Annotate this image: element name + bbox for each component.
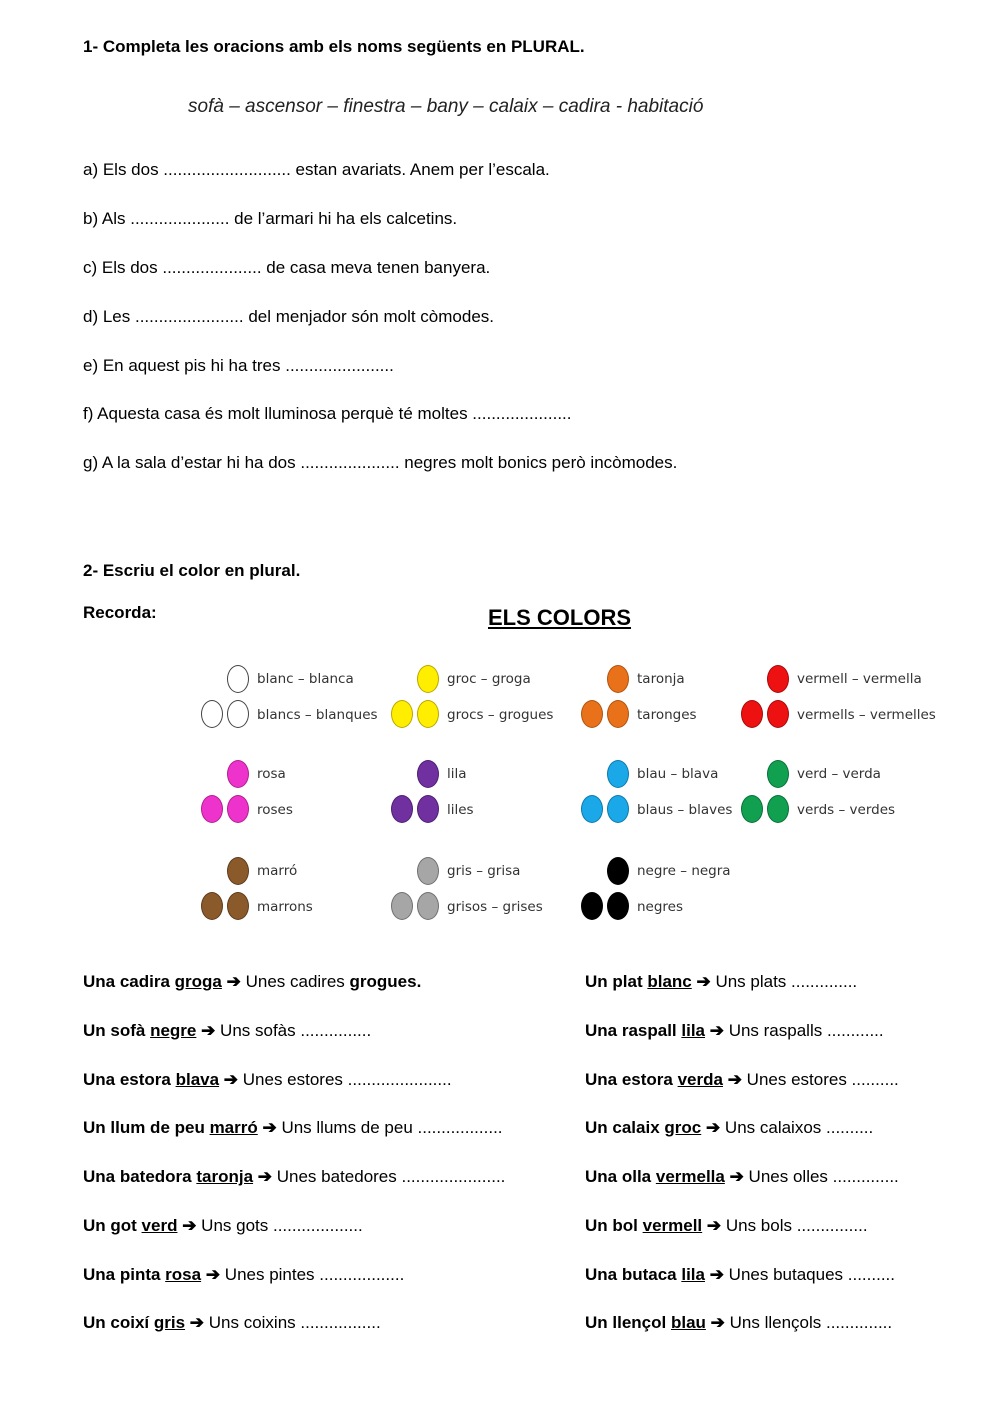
arrow-icon: ➔: [691, 972, 711, 991]
arrow-icon: ➔: [704, 1265, 724, 1284]
color-label-singular: verd – verda: [797, 766, 881, 782]
exercise-color: verda: [677, 1070, 723, 1089]
color-label-singular: blau – blava: [637, 766, 719, 782]
color-dot-plural-2: [417, 795, 439, 823]
color-dot-plural-1: [391, 795, 413, 823]
color-dot-single: [607, 857, 629, 885]
exercise-noun: Un bol: [585, 1216, 643, 1235]
exercise-noun: Una butaca: [585, 1265, 682, 1284]
legend-item-7: [575, 750, 755, 820]
exercise-left-2: [83, 1021, 371, 1041]
exercise-color: vermell: [642, 1216, 703, 1235]
color-dot-plural-2: [767, 795, 789, 823]
exercise-color: taronja: [196, 1167, 254, 1186]
color-dot-plural-1: [391, 892, 413, 920]
color-dot-plural-2: [607, 892, 629, 920]
exercise-plural: Unes butaques ..........: [723, 1265, 895, 1284]
color-dot-single: [417, 665, 439, 693]
color-dot-plural-2: [227, 795, 249, 823]
exercise-left-3: [83, 1070, 452, 1090]
exercise-noun: Un coixí: [83, 1313, 154, 1332]
exercise-color: lila: [681, 1021, 705, 1040]
exercise-noun: Una raspall: [585, 1021, 682, 1040]
arrow-icon: ➔: [701, 1118, 721, 1137]
arrow-icon: ➔: [221, 972, 241, 991]
color-dot-plural-1: [391, 700, 413, 728]
exercise-color: rosa: [165, 1265, 202, 1284]
color-label-plural: roses: [257, 802, 293, 818]
color-dot-plural-2: [767, 700, 789, 728]
legend-item-2: [385, 655, 565, 725]
legend-item-5: [195, 750, 375, 820]
color-label-plural: liles: [447, 802, 474, 818]
section2-heading: 2- Escriu el color en plural.: [83, 561, 301, 580]
exercise-left-8: [83, 1313, 381, 1333]
color-dot-plural-1: [201, 892, 223, 920]
exercise-plural: Uns calaixos ..........: [720, 1118, 874, 1137]
color-dot-single: [227, 760, 249, 788]
exercise-plural: Unes pintes ..................: [220, 1265, 405, 1284]
color-label-singular: groc – groga: [447, 671, 531, 687]
color-label-singular: vermell – vermella: [797, 671, 922, 687]
exercise-noun: Una batedora: [83, 1167, 197, 1186]
exercise-noun: Un plat: [585, 972, 648, 991]
legend-item-8: [735, 750, 915, 820]
exercise-left-5: [83, 1167, 505, 1187]
arrow-icon: ➔: [219, 1070, 239, 1089]
exercise-noun: Un calaix: [585, 1118, 665, 1137]
arrow-icon: ➔: [177, 1216, 197, 1235]
exercise-color: blau: [670, 1313, 706, 1332]
arrow-icon: ➔: [705, 1021, 724, 1040]
exercise-color: vermella: [655, 1167, 725, 1186]
color-label-singular: blanc – blanca: [257, 671, 354, 687]
color-label-plural: verds – verdes: [797, 802, 896, 818]
exercise-color: groga: [174, 972, 222, 991]
arrow-icon: ➔: [185, 1313, 205, 1332]
color-dot-plural-2: [607, 795, 629, 823]
exercise-plural: Uns sofàs ...............: [215, 1021, 372, 1040]
arrow-icon: ➔: [702, 1216, 722, 1235]
arrow-icon: ➔: [201, 1265, 221, 1284]
exercise-noun: Un llum de peu: [83, 1118, 210, 1137]
colors-legend: [195, 655, 935, 925]
color-dot-plural-2: [417, 892, 439, 920]
color-dot-single: [417, 760, 439, 788]
color-dot-plural-1: [201, 795, 223, 823]
color-dot-plural-1: [741, 795, 763, 823]
color-dot-plural-1: [201, 700, 223, 728]
exercise-right-7: [585, 1265, 895, 1285]
color-dot-single: [767, 665, 789, 693]
color-dot-plural-1: [581, 700, 603, 728]
exercise-answer: grogues.: [349, 972, 422, 991]
exercise-color: blava: [175, 1070, 220, 1089]
arrow-icon: ➔: [253, 1167, 273, 1186]
color-label-singular: taronja: [637, 671, 685, 687]
color-label-plural: taronges: [637, 707, 697, 723]
sentence-e: e) En aquest pis hi ha tres .......................: [83, 356, 394, 375]
word-bank: sofà – ascensor – finestra – bany – calaix – cadira - habitació: [188, 96, 704, 117]
legend-item-4: [735, 655, 936, 725]
exercise-noun: Un sofà: [83, 1021, 151, 1040]
color-dot-plural-1: [741, 700, 763, 728]
exercise-left-4: [83, 1118, 503, 1138]
exercise-right-4: [585, 1118, 873, 1138]
arrow-icon: ➔: [722, 1070, 742, 1089]
exercise-color: groc: [664, 1118, 702, 1137]
color-label-plural: blancs – blanques: [257, 707, 378, 723]
color-label-singular: gris – grisa: [447, 863, 521, 879]
legend-item-11: [575, 847, 755, 917]
color-dot-single: [607, 665, 629, 693]
color-dot-single: [767, 760, 789, 788]
sentence-f: f) Aquesta casa és molt lluminosa perquè té moltes .....................: [83, 404, 572, 423]
sentence-g: g) A la sala d’estar hi ha dos ..................... negres molt bonics però incòmodes.: [83, 453, 678, 472]
exercise-right-1: [585, 972, 857, 992]
legend-item-6: [385, 750, 565, 820]
color-label-plural: vermells – vermelles: [797, 707, 936, 723]
color-dot-single: [227, 665, 249, 693]
color-dot-single: [607, 760, 629, 788]
exercise-left-7: [83, 1265, 404, 1285]
legend-item-1: [195, 655, 378, 725]
legend-item-10: [385, 847, 565, 917]
exercise-noun: Una estora: [83, 1070, 176, 1089]
color-dot-single: [227, 857, 249, 885]
exercise-plural: Uns raspalls ............: [723, 1021, 884, 1040]
color-dot-plural-2: [607, 700, 629, 728]
exercise-noun: Una olla: [585, 1167, 656, 1186]
exercise-color: negre: [150, 1021, 197, 1040]
exercise-plural: Uns llums de peu ..................: [276, 1118, 503, 1137]
exercise-color: gris: [153, 1313, 186, 1332]
color-label-plural: grocs – grogues: [447, 707, 554, 723]
legend-item-9: [195, 847, 375, 917]
color-label-singular: rosa: [257, 766, 286, 782]
section1-heading: 1- Completa les oracions amb els noms següents en PLURAL.: [83, 37, 585, 56]
color-label-plural: grisos – grises: [447, 899, 543, 915]
exercise-plural: Uns gots ...................: [196, 1216, 363, 1235]
exercise-color: verd: [141, 1216, 178, 1235]
sentence-d: d) Les ....................... del menjador són molt còmodes.: [83, 307, 495, 326]
exercise-left-6: [83, 1216, 363, 1236]
exercise-noun: Un got: [83, 1216, 142, 1235]
arrow-icon: ➔: [196, 1021, 216, 1040]
color-label-singular: negre – negra: [637, 863, 731, 879]
color-dot-plural-2: [417, 700, 439, 728]
exercise-plural: Unes batedores ......................: [272, 1167, 506, 1186]
exercise-noun: Una estora: [585, 1070, 678, 1089]
exercise-plural: Unes estores ......................: [238, 1070, 452, 1089]
color-dot-plural-1: [581, 892, 603, 920]
color-label-singular: lila: [447, 766, 467, 782]
exercise-noun: Una pinta: [83, 1265, 166, 1284]
color-label-plural: negres: [637, 899, 684, 915]
exercise-plural: Unes cadires: [240, 972, 350, 991]
exercise-right-6: [585, 1216, 868, 1236]
exercise-plural: Uns llençols ..............: [724, 1313, 893, 1332]
exercise-right-2: [585, 1021, 884, 1041]
arrow-icon: ➔: [724, 1167, 744, 1186]
remember-label: Recorda:: [83, 603, 157, 622]
color-dot-plural-1: [581, 795, 603, 823]
exercise-plural: Uns bols ...............: [721, 1216, 868, 1235]
colors-chart-title: ELS COLORS: [488, 605, 632, 630]
legend-item-3: [575, 655, 755, 725]
exercise-right-8: [585, 1313, 892, 1333]
exercise-plural: Unes olles ..............: [743, 1167, 899, 1186]
color-label-singular: marró: [257, 863, 298, 879]
exercise-right-3: [585, 1070, 899, 1090]
color-label-plural: marrons: [257, 899, 313, 915]
exercise-plural: Uns coixins .................: [204, 1313, 381, 1332]
color-dot-plural-2: [227, 892, 249, 920]
exercise-plural: Unes estores ..........: [741, 1070, 899, 1089]
exercise-color: blanc: [647, 972, 692, 991]
color-dot-single: [417, 857, 439, 885]
exercise-color: marró: [209, 1118, 258, 1137]
sentence-c: c) Els dos ..................... de casa meva tenen banyera.: [83, 258, 491, 277]
sentence-b: b) Als ..................... de l’armari hi ha els calcetins.: [83, 209, 458, 228]
exercise-left-1: [83, 972, 421, 992]
arrow-icon: ➔: [257, 1118, 277, 1137]
color-dot-plural-2: [227, 700, 249, 728]
exercise-right-5: [585, 1167, 899, 1187]
exercise-noun: Un llençol: [585, 1313, 671, 1332]
exercise-noun: Una cadira: [83, 972, 175, 991]
color-label-plural: blaus – blaves: [637, 802, 733, 818]
sentence-a: a) Els dos ........................... estan avariats. Anem per l’escala.: [83, 160, 550, 179]
exercise-plural: Uns plats ..............: [710, 972, 858, 991]
arrow-icon: ➔: [705, 1313, 725, 1332]
exercise-color: lila: [681, 1265, 705, 1284]
